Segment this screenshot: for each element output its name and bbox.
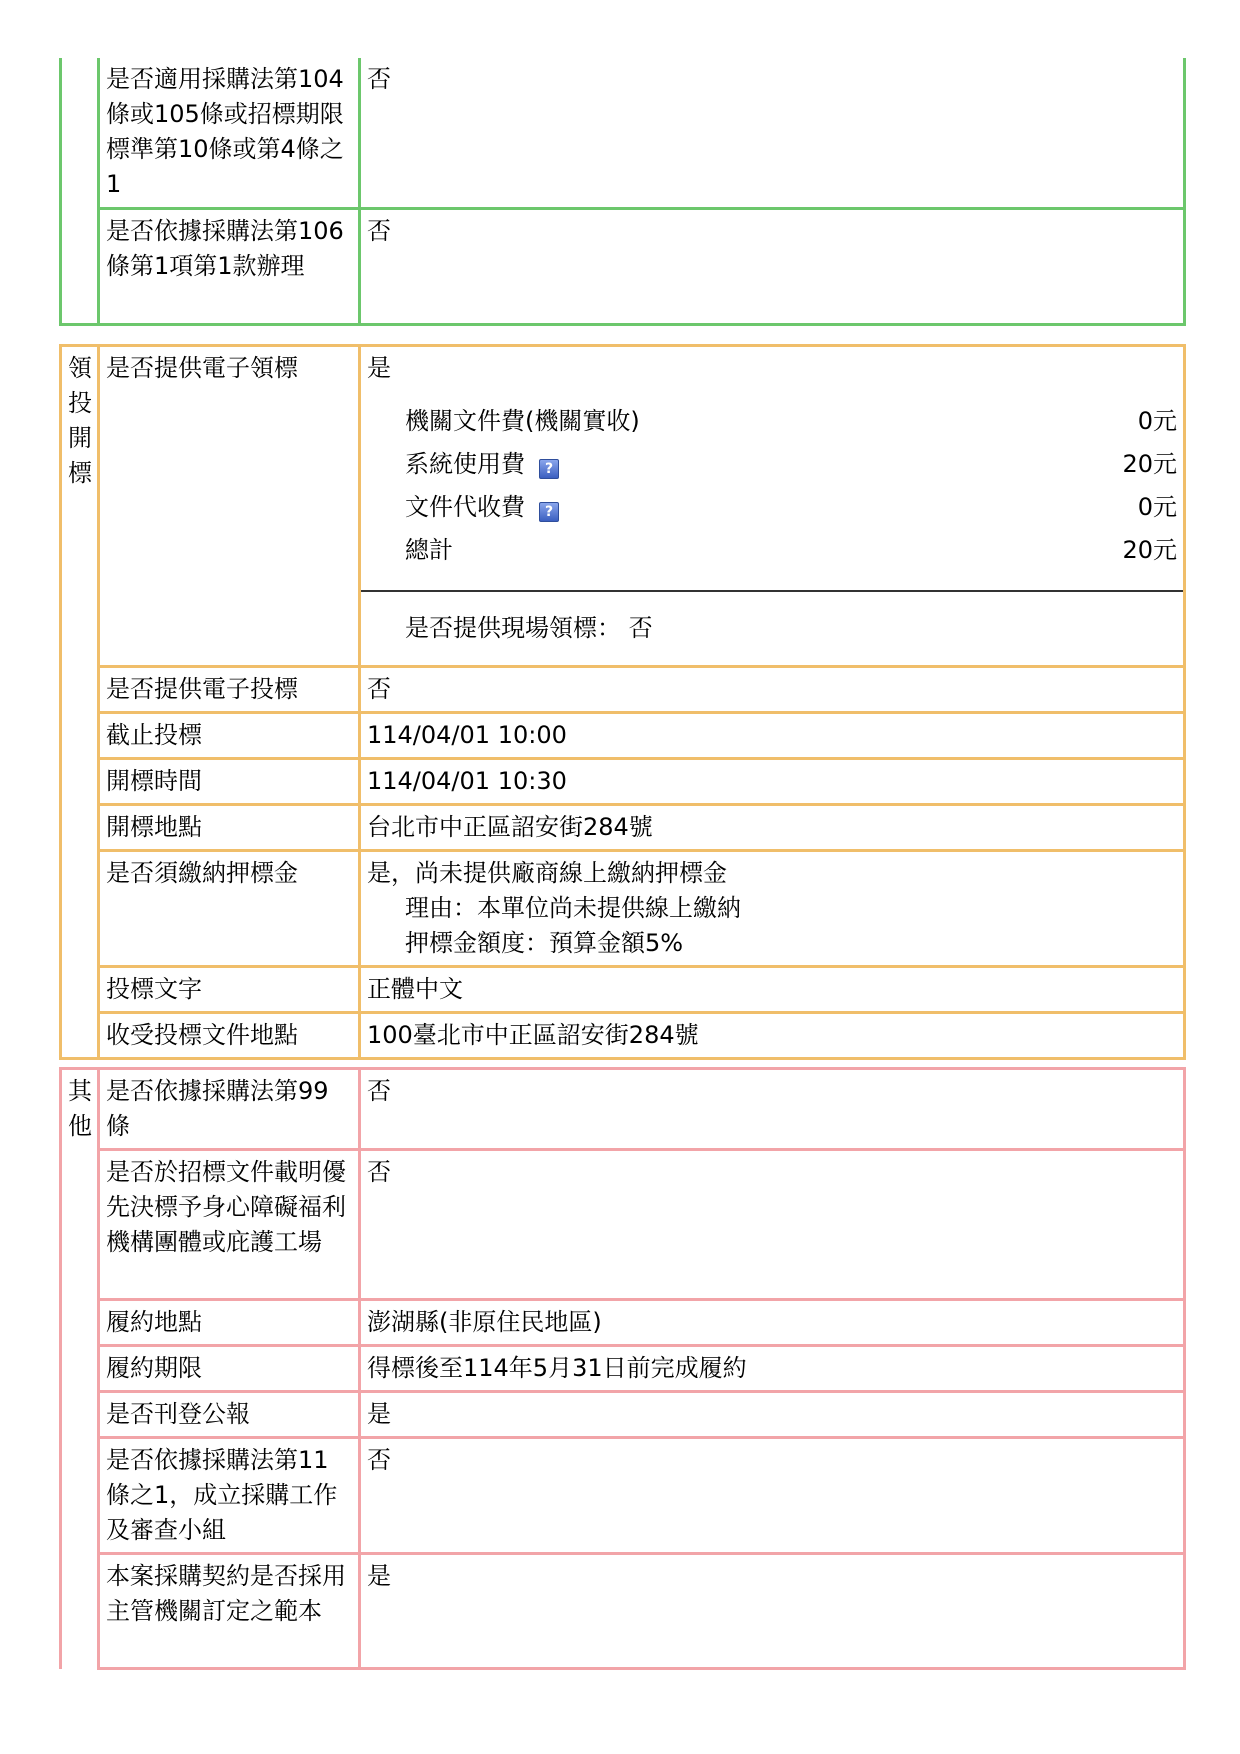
field-label: 是否依據採購法第99條 [99,1069,360,1150]
category-label [61,1069,99,1669]
fee-row [405,486,1177,529]
bidding-section [59,344,1183,1060]
table-row [61,1554,1185,1669]
divider [361,590,1183,592]
fee-amount: 0元 [1137,407,1177,435]
table-row [61,58,1185,208]
table-row [61,667,1185,713]
field-value: 100臺北市中正區詔安街284號 [360,1013,1185,1059]
category-char: 他 [68,1112,92,1140]
category-char: 標 [68,459,92,487]
fee-amount: 20元 [1122,536,1177,564]
field-label: 是否刊登公報 [99,1392,360,1438]
category-cell [61,58,99,324]
procurement-law-section [59,58,1183,326]
procurement-law-table [59,58,1186,326]
fee-amount: 0元 [1137,493,1177,521]
help-icon[interactable]: ? [539,502,559,522]
table-row [61,346,1185,667]
field-label: 履約期限 [99,1346,360,1392]
table-row [61,208,1185,324]
field-label: 是否依據採購法第106條第1項第1款辦理 [99,208,360,324]
table-row [61,1392,1185,1438]
field-value: 是 [367,354,391,382]
field-label: 是否提供電子投標 [99,667,360,713]
field-label: 是否提供電子領標 [99,346,360,667]
field-label: 履約地點 [99,1300,360,1346]
field-label: 投標文字 [99,967,360,1013]
field-value: 否 [360,667,1185,713]
field-label: 收受投標文件地點 [99,1013,360,1059]
field-value: 114/04/01 10:30 [360,759,1185,805]
other-table [59,1067,1186,1670]
category-char: 其 [68,1077,92,1105]
table-row [61,1013,1185,1059]
onsite-collect-text: 是否提供現場領標： 否 [405,614,653,642]
field-value: 是，尚未提供廠商線上繳納押標金 [367,859,727,887]
field-value: 否 [360,1438,1185,1554]
field-label: 是否依據採購法第11條之1，成立採購工作及審查小組 [99,1438,360,1554]
fee-amount: 20元 [1122,450,1177,478]
field-label: 是否適用採購法第104條或105條或招標期限標準第10條或第4條之1 [99,58,360,208]
fee-name: 機關文件費(機關實收) [405,407,640,435]
table-row [61,851,1185,967]
category-label [61,346,99,1059]
deposit-detail [360,851,1185,967]
fee-list [405,400,1177,572]
table-row [61,759,1185,805]
fee-row [405,443,1177,486]
fee-name: 文件代收費 [405,493,525,521]
table-row [61,713,1185,759]
field-value: 是 [360,1392,1185,1438]
table-row [61,1069,1185,1150]
fee-total-row [405,529,1177,572]
other-section [59,1067,1183,1670]
field-label: 開標時間 [99,759,360,805]
field-value: 是 [360,1554,1185,1669]
fee-row [405,400,1177,443]
help-icon[interactable]: ? [539,459,559,479]
field-value: 否 [360,58,1185,208]
field-value: 澎湖縣(非原住民地區) [360,1300,1185,1346]
electronic-collect-detail [360,346,1185,667]
deposit-reason: 理由：本單位尚未提供線上繳納 [405,894,741,922]
field-value: 否 [360,1069,1185,1150]
category-char: 開 [68,424,92,452]
field-value: 114/04/01 10:00 [360,713,1185,759]
bidding-table [59,344,1186,1060]
field-value: 得標後至114年5月31日前完成履約 [360,1346,1185,1392]
fee-name: 總計 [405,536,453,564]
field-value: 否 [360,1150,1185,1300]
table-row [61,1300,1185,1346]
table-row [61,967,1185,1013]
field-label: 截止投標 [99,713,360,759]
field-label: 是否須繳納押標金 [99,851,360,967]
fee-name: 系統使用費 [405,450,525,478]
table-row [61,1346,1185,1392]
field-label: 本案採購契約是否採用主管機關訂定之範本 [99,1554,360,1669]
field-label: 開標地點 [99,805,360,851]
category-char: 投 [68,389,92,417]
category-char: 領 [68,354,92,382]
field-value: 否 [360,208,1185,324]
field-value: 台北市中正區詔安街284號 [360,805,1185,851]
table-row [61,805,1185,851]
table-row [61,1438,1185,1554]
deposit-amount: 押標金額度：預算金額5% [405,929,684,957]
table-row [61,1150,1185,1300]
field-label: 是否於招標文件載明優先決標予身心障礙福利機構團體或庇護工場 [99,1150,360,1300]
field-value: 正體中文 [360,967,1185,1013]
